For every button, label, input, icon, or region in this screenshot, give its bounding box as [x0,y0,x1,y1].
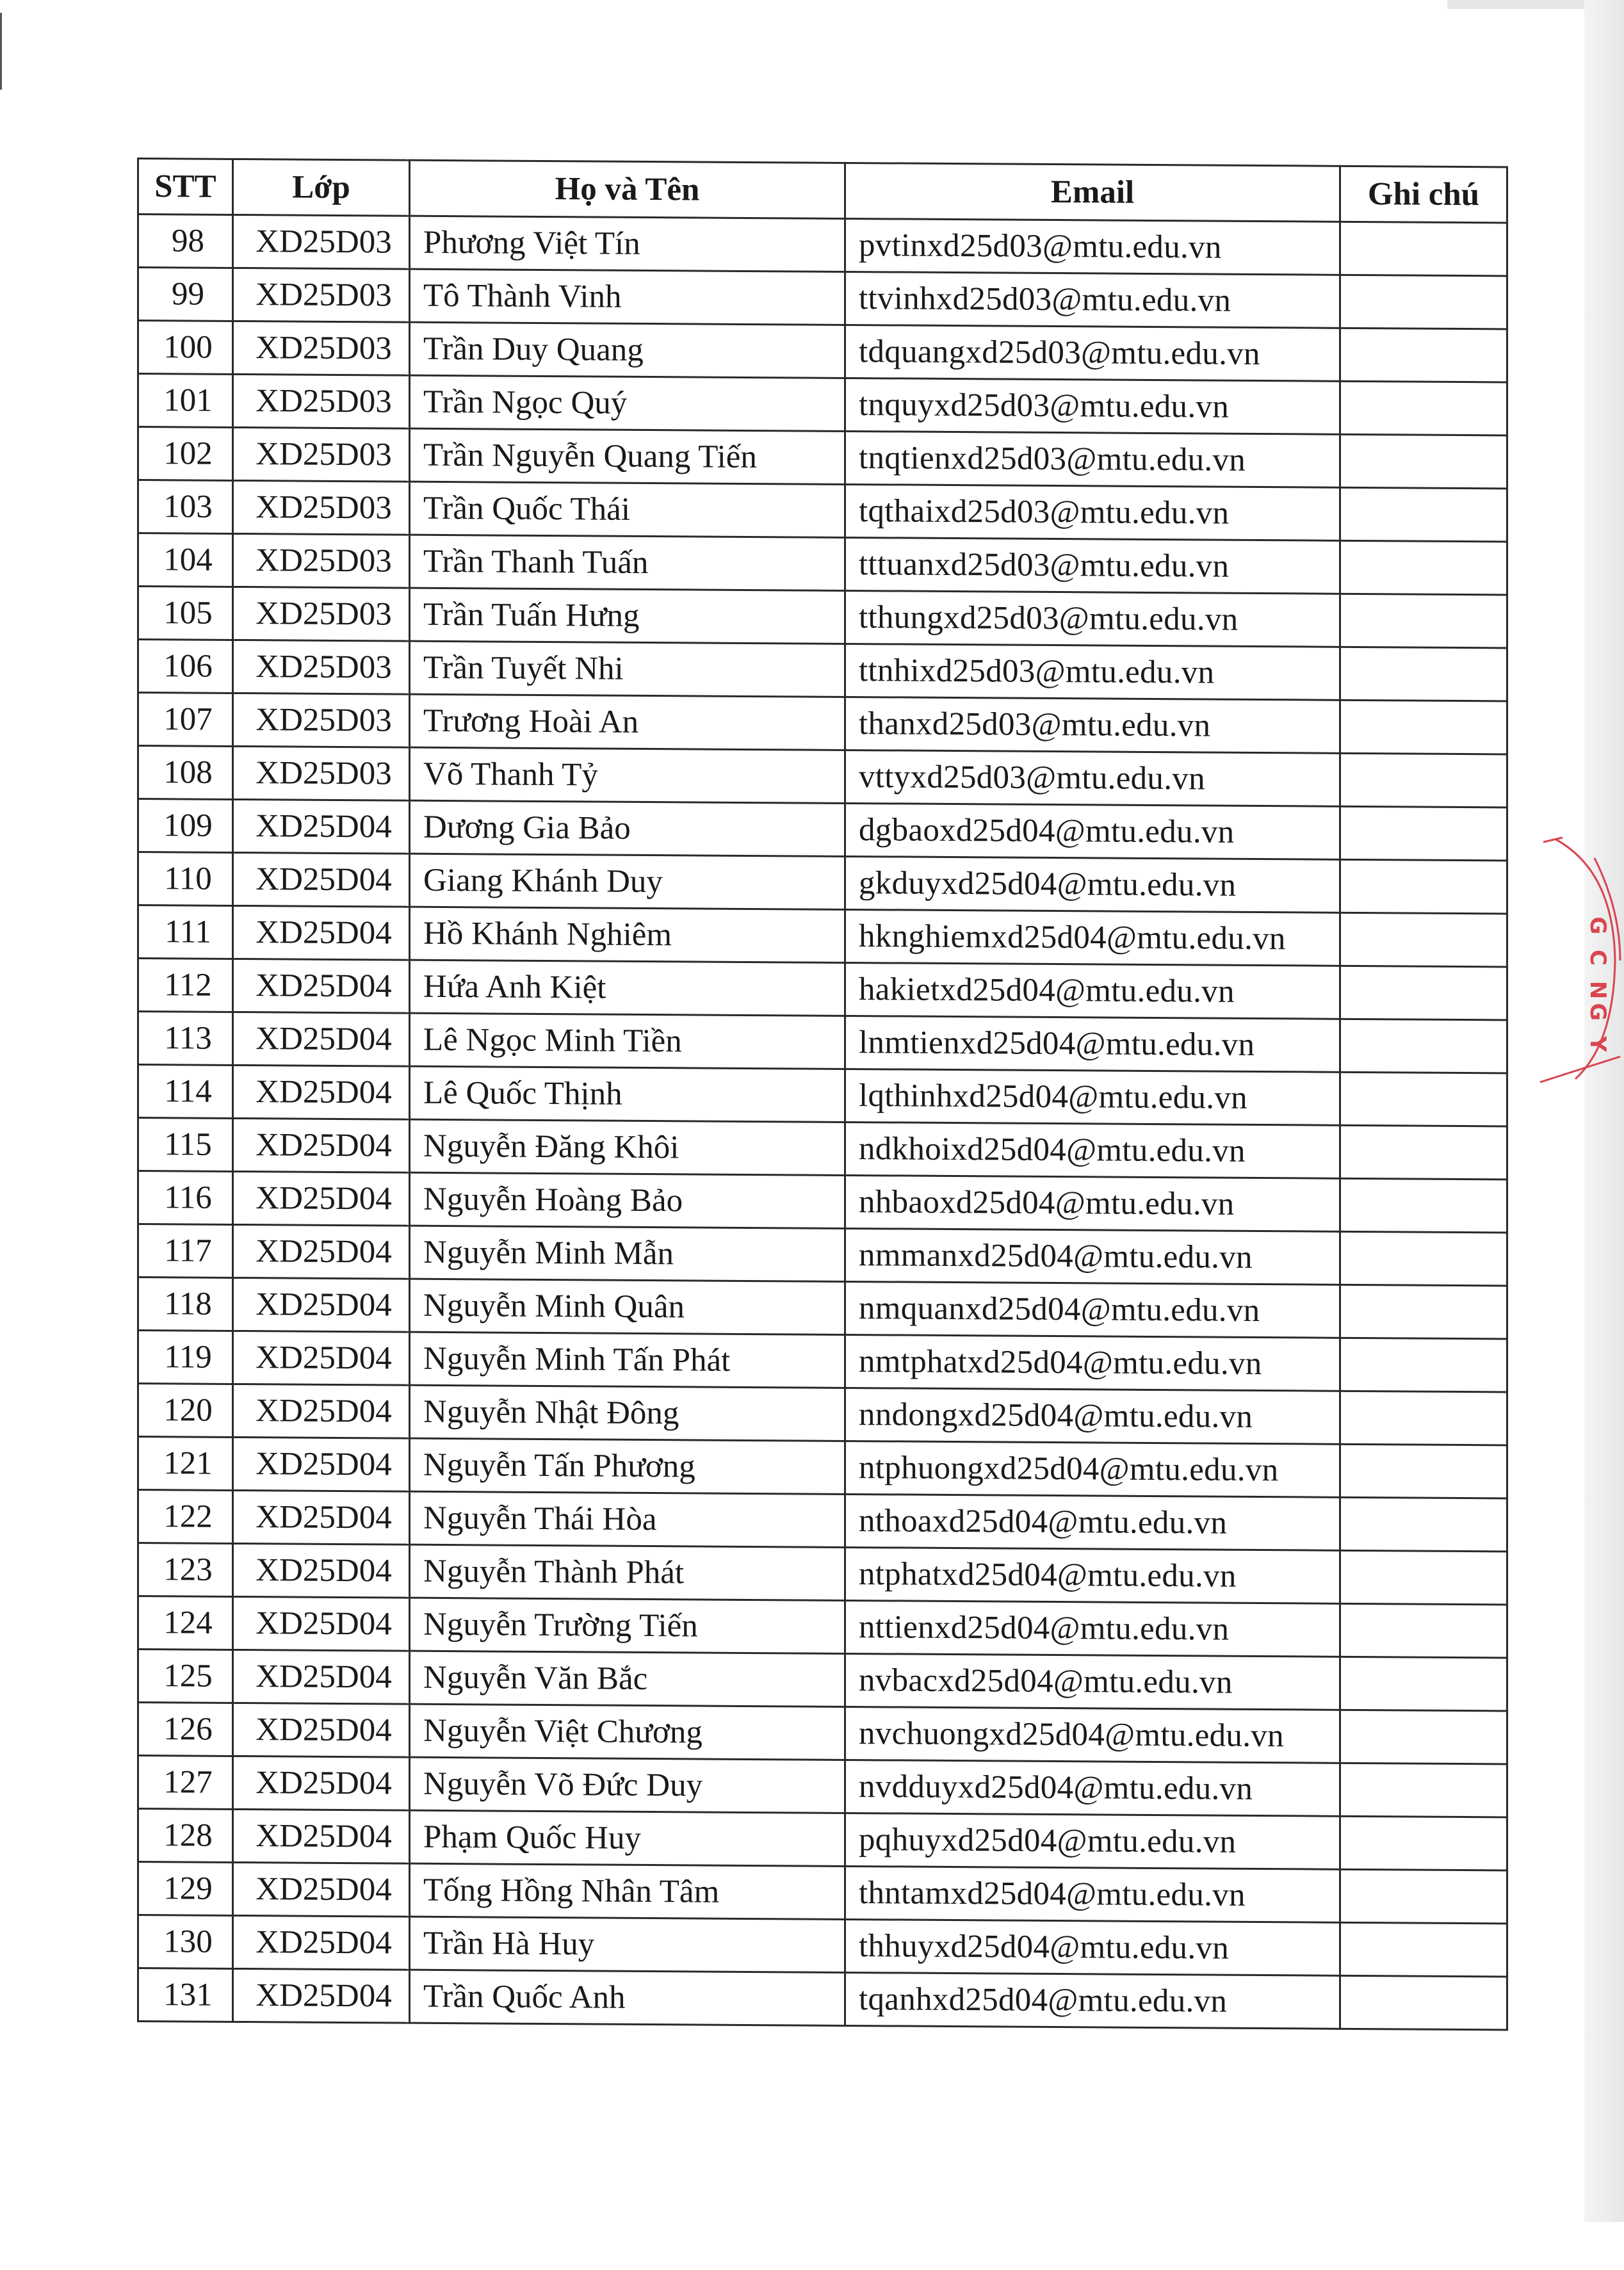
cell-full-name: Trần Quốc Anh [410,1970,845,2025]
cell-stt: 101 [138,374,233,428]
cell-full-name: Nguyễn Nhật Đông [410,1385,845,1441]
table-row [138,1703,1507,1764]
cell-full-name: Trần Nguyễn Quang Tiến [410,428,845,484]
header-note: Ghi chú [1340,166,1507,223]
cell-class: XD25D04 [233,1490,410,1544]
scan-edge-left [0,13,2,90]
cell-class: XD25D04 [233,1809,410,1863]
scan-edge-top [1447,0,1595,9]
cell-email: thhuyxd25d04@mtu.edu.vn [845,1919,1340,1975]
table-row [138,1118,1507,1180]
cell-class: XD25D03 [233,427,410,482]
cell-note [1340,1338,1507,1392]
cell-stt: 100 [138,321,233,375]
cell-class: XD25D04 [233,1650,410,1704]
cell-email: ntphuongxd25d04@mtu.edu.vn [845,1441,1340,1497]
cell-email: pvtinxd25d03@mtu.edu.vn [845,218,1340,275]
cell-stt: 121 [138,1437,233,1491]
cell-email: nttienxd25d04@mtu.edu.vn [845,1600,1340,1657]
cell-class: XD25D04 [233,1968,410,2023]
cell-stt: 126 [138,1703,233,1756]
cell-full-name: Nguyễn Hoàng Bảo [410,1172,845,1228]
cell-email: ttvinhxd25d03@mtu.edu.vn [845,272,1340,328]
table-row [138,693,1507,754]
cell-email: ndkhoixd25d04@mtu.edu.vn [845,1122,1340,1178]
cell-class: XD25D04 [233,1384,410,1438]
cell-note [1340,806,1507,861]
cell-full-name: Dương Gia Bảo [410,800,845,856]
cell-note [1340,275,1507,329]
cell-email: dgbaoxd25d04@mtu.edu.vn [845,803,1340,859]
cell-note [1340,328,1507,382]
cell-note [1340,1922,1507,1977]
cell-full-name: Tống Hồng Nhân Tâm [410,1863,845,1919]
cell-note [1340,1072,1507,1126]
cell-email: tqthaixd25d03@mtu.edu.vn [845,484,1340,540]
cell-class: XD25D04 [233,1437,410,1491]
cell-full-name: Nguyễn Tấn Phương [410,1438,845,1494]
cell-stt: 107 [138,693,233,747]
cell-class: XD25D04 [233,1596,410,1651]
cell-stt: 120 [138,1384,233,1438]
cell-email: lqthinhxd25d04@mtu.edu.vn [845,1069,1340,1125]
cell-email: tnqtienxd25d03@mtu.edu.vn [845,431,1340,487]
cell-full-name: Trần Ngọc Quý [410,375,845,431]
cell-note [1340,700,1507,754]
cell-email: nmmanxd25d04@mtu.edu.vn [845,1228,1340,1285]
cell-email: nmtphatxd25d04@mtu.edu.vn [845,1334,1340,1391]
table-row [138,587,1507,648]
table-row [138,1384,1507,1445]
cell-note [1340,487,1507,542]
cell-stt: 118 [138,1277,233,1331]
cell-class: XD25D03 [233,587,410,641]
cell-full-name: Hứa Anh Kiệt [410,960,845,1016]
cell-note [1340,1657,1507,1711]
cell-note [1340,859,1507,914]
cell-full-name: Trần Hà Huy [410,1917,845,1972]
cell-note [1340,1019,1507,1073]
cell-full-name: Trần Tuấn Hưng [410,588,845,644]
cell-note [1340,753,1507,807]
cell-class: XD25D04 [233,1012,410,1066]
cell-email: hknghiemxd25d04@mtu.edu.vn [845,909,1340,966]
cell-email: gkduyxd25d04@mtu.edu.vn [845,856,1340,912]
cell-note [1340,1231,1507,1286]
stamp-text: G C NG Y [1585,916,1611,1056]
header-stt: STT [138,159,233,215]
cell-email: thntamxd25d04@mtu.edu.vn [845,1866,1340,1922]
cell-class: XD25D04 [233,959,410,1013]
cell-stt: 116 [138,1171,233,1225]
cell-class: XD25D04 [233,1224,410,1279]
cell-note [1340,1285,1507,1339]
cell-stt: 103 [138,480,233,534]
cell-full-name: Hồ Khánh Nghiêm [410,907,845,962]
cell-note [1340,540,1507,595]
table-row [138,1756,1507,1817]
cell-stt: 130 [138,1915,233,1969]
cell-class: XD25D03 [233,746,410,800]
table-row [138,1331,1507,1392]
cell-stt: 99 [138,268,233,321]
red-stamp-fragment [1537,832,1624,1101]
cell-full-name: Giang Khánh Duy [410,854,845,909]
cell-stt: 110 [138,852,233,906]
student-email-table [137,158,1508,2031]
cell-full-name: Nguyễn Thái Hòa [410,1491,845,1547]
cell-email: tdquangxd25d03@mtu.edu.vn [845,325,1340,381]
cell-class: XD25D04 [233,1331,410,1385]
cell-stt: 102 [138,427,233,481]
cell-note [1340,1763,1507,1817]
cell-class: XD25D03 [233,533,410,588]
table-row [138,1277,1507,1339]
cell-note [1340,594,1507,648]
cell-class: XD25D03 [233,374,410,428]
cell-stt: 115 [138,1118,233,1172]
cell-class: XD25D04 [233,799,410,854]
cell-note [1340,647,1507,701]
cell-stt: 98 [138,215,233,268]
table-row [138,1968,1507,2030]
cell-note [1340,222,1507,276]
table-row [138,268,1507,329]
cell-class: XD25D04 [233,1277,410,1332]
cell-stt: 128 [138,1809,233,1863]
cell-class: XD25D04 [233,1171,410,1226]
cell-stt: 112 [138,959,233,1012]
cell-full-name: Nguyễn Việt Chương [410,1704,845,1760]
cell-note [1340,1975,1507,2030]
cell-email: nthoaxd25d04@mtu.edu.vn [845,1494,1340,1550]
cell-full-name: Trần Quốc Thái [410,482,845,537]
cell-full-name: Nguyễn Võ Đức Duy [410,1757,845,1813]
cell-class: XD25D04 [233,1756,410,1810]
table-row [138,1915,1507,1977]
header-class: Lớp [233,159,410,216]
cell-email: tqanhxd25d04@mtu.edu.vn [845,1972,1340,2029]
header-full-name: Họ và Tên [410,160,845,218]
cell-email: thanxd25d03@mtu.edu.vn [845,697,1340,753]
cell-full-name: Phương Việt Tín [410,216,845,272]
table-row [138,533,1507,595]
cell-stt: 117 [138,1224,233,1278]
table-row [138,1650,1507,1711]
cell-class: XD25D04 [233,905,410,960]
cell-stt: 105 [138,587,233,640]
table-row [138,1224,1507,1286]
cell-note [1340,434,1507,489]
cell-email: ttnhixd25d03@mtu.edu.vn [845,644,1340,700]
cell-full-name: Phạm Quốc Huy [410,1810,845,1866]
table-row [138,1437,1507,1498]
cell-stt: 131 [138,1968,233,2022]
cell-stt: 113 [138,1012,233,1066]
cell-note [1340,966,1507,1020]
cell-class: XD25D04 [233,852,410,907]
cell-note [1340,1816,1507,1870]
cell-email: ntphatxd25d04@mtu.edu.vn [845,1547,1340,1603]
table-row [138,1065,1507,1126]
cell-class: XD25D03 [233,693,410,747]
header-email: Email [845,163,1340,222]
table-row [138,374,1507,435]
cell-email: nmquanxd25d04@mtu.edu.vn [845,1281,1340,1338]
table-row [138,640,1507,701]
table-row [138,1809,1507,1870]
cell-email: hakietxd25d04@mtu.edu.vn [845,962,1340,1019]
table-row [138,852,1507,914]
cell-stt: 122 [138,1490,233,1544]
table-row [138,321,1507,382]
table-row [138,799,1507,861]
cell-full-name: Lê Quốc Thịnh [410,1066,845,1122]
cell-full-name: Trần Tuyết Nhi [410,641,845,697]
table-header-row [138,159,1507,223]
cell-email: lnmtienxd25d04@mtu.edu.vn [845,1016,1340,1072]
cell-stt: 125 [138,1650,233,1703]
cell-email: nvbacxd25d04@mtu.edu.vn [845,1653,1340,1710]
cell-note [1340,1497,1507,1552]
cell-full-name: Nguyễn Thành Phát [410,1544,845,1600]
cell-note [1340,912,1507,967]
cell-class: XD25D03 [233,640,410,694]
cell-class: XD25D04 [233,1703,410,1757]
cell-stt: 104 [138,533,233,587]
cell-note [1340,1125,1507,1180]
cell-stt: 124 [138,1596,233,1650]
cell-stt: 123 [138,1543,233,1597]
table-row [138,427,1507,489]
cell-note [1340,1444,1507,1498]
table-row [138,1490,1507,1552]
cell-email: tnquyxd25d03@mtu.edu.vn [845,378,1340,434]
cell-class: XD25D03 [233,215,410,269]
cell-note [1340,381,1507,435]
cell-note [1340,1550,1507,1605]
cell-stt: 106 [138,640,233,693]
cell-note [1340,1710,1507,1764]
cell-email: tthungxd25d03@mtu.edu.vn [845,590,1340,647]
cell-class: XD25D03 [233,321,410,375]
cell-email: nndongxd25d04@mtu.edu.vn [845,1388,1340,1444]
cell-full-name: Lê Ngọc Minh Tiền [410,1013,845,1069]
cell-note [1340,1178,1507,1233]
cell-class: XD25D04 [233,1118,410,1172]
cell-full-name: Trương Hoài An [410,694,845,750]
cell-full-name: Trần Duy Quang [410,322,845,378]
cell-class: XD25D04 [233,1065,410,1119]
cell-full-name: Nguyễn Minh Mẫn [410,1226,845,1281]
cell-stt: 119 [138,1331,233,1384]
cell-email: nvchuongxd25d04@mtu.edu.vn [845,1707,1340,1763]
table-row [138,1171,1507,1233]
cell-class: XD25D04 [233,1915,410,1970]
cell-full-name: Nguyễn Trường Tiến [410,1598,845,1653]
cell-full-name: Nguyễn Minh Tấn Phát [410,1332,845,1388]
cell-stt: 129 [138,1862,233,1916]
table-row [138,1012,1507,1073]
table-row [138,959,1507,1020]
cell-note [1340,1869,1507,1924]
cell-stt: 127 [138,1756,233,1810]
cell-note [1340,1603,1507,1658]
table-row [138,480,1507,542]
cell-email: pqhuyxd25d04@mtu.edu.vn [845,1813,1340,1869]
cell-full-name: Trần Thanh Tuấn [410,535,845,590]
cell-email: nhbaoxd25d04@mtu.edu.vn [845,1175,1340,1231]
cell-stt: 109 [138,799,233,853]
table-row [138,1862,1507,1924]
table-body [138,215,1507,2030]
cell-class: XD25D03 [233,268,410,322]
cell-email: tttuanxd25d03@mtu.edu.vn [845,537,1340,594]
cell-class: XD25D04 [233,1543,410,1598]
table-row [138,905,1507,967]
scan-edge-right [1584,0,1624,2222]
cell-class: XD25D03 [233,480,410,535]
cell-email: vttyxd25d03@mtu.edu.vn [845,750,1340,806]
cell-full-name: Nguyễn Đăng Khôi [410,1119,845,1175]
cell-full-name: Võ Thanh Tỷ [410,747,845,803]
cell-stt: 111 [138,905,233,959]
table-row [138,1543,1507,1605]
cell-stt: 114 [138,1065,233,1119]
table-row [138,1596,1507,1658]
cell-stt: 108 [138,746,233,800]
cell-full-name: Tô Thành Vinh [410,269,845,325]
table-row [138,746,1507,807]
cell-note [1340,1391,1507,1445]
cell-full-name: Nguyễn Văn Bắc [410,1651,845,1707]
cell-email: nvdduyxd25d04@mtu.edu.vn [845,1760,1340,1816]
cell-full-name: Nguyễn Minh Quân [410,1279,845,1334]
table-row [138,215,1507,276]
cell-class: XD25D04 [233,1862,410,1917]
